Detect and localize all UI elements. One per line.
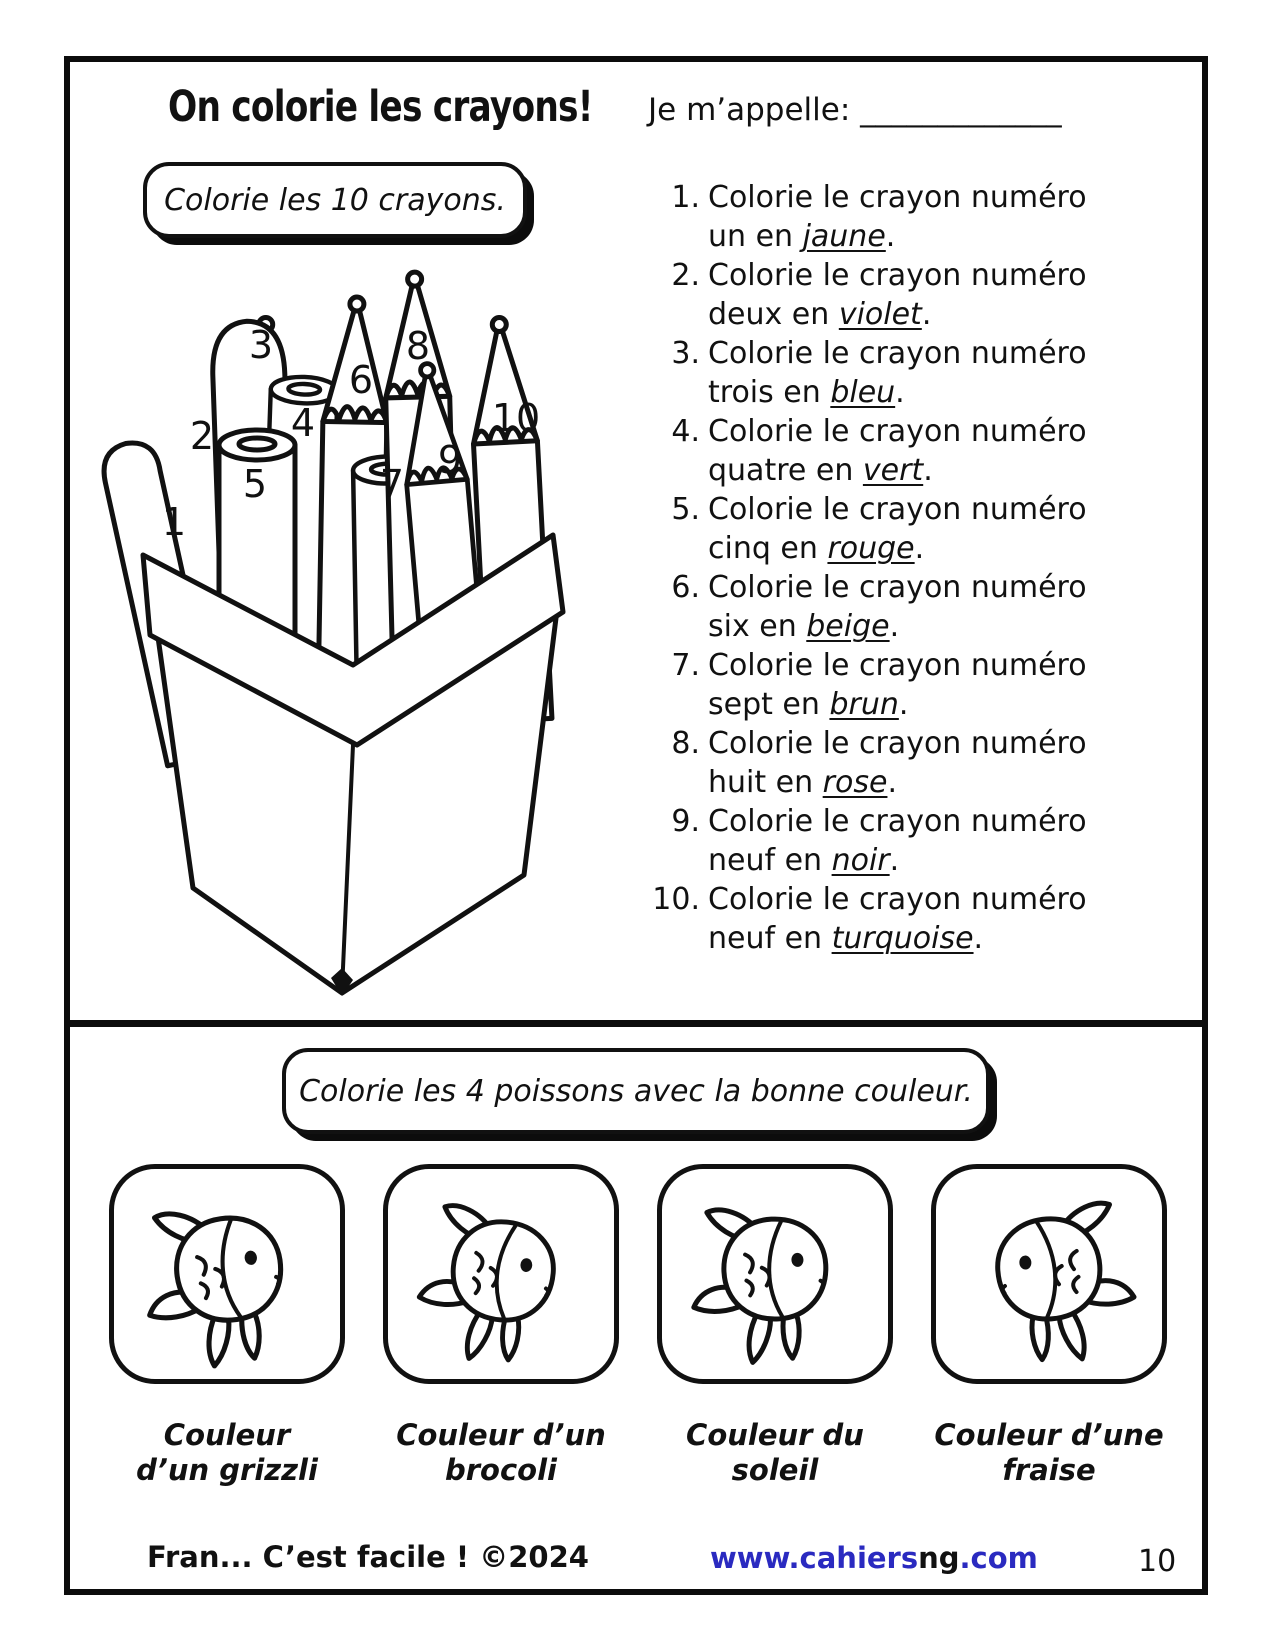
crayon-number-4: 4 (290, 401, 316, 445)
item-number: 3. (671, 336, 700, 371)
color-word: bleu (830, 375, 896, 410)
color-word: jaune (802, 219, 886, 254)
item-text: Colorie le crayon numéro cinq en rouge. (708, 492, 1087, 566)
fish-instruction-box (282, 1048, 990, 1134)
item-number: 9. (671, 804, 700, 839)
fish-card-fraise[interactable] (931, 1164, 1167, 1384)
name-label: Je m’appelle: (648, 92, 851, 128)
crayon-number-1: 1 (161, 500, 187, 544)
fish-caption-fraise: Couleur d’une fraise (934, 1418, 1164, 1487)
color-word: rose (822, 765, 888, 800)
fish-caption-brocoli: Couleur d’un brocoli (396, 1418, 606, 1487)
footer-credit: Fran... C’est facile ! ©2024 (147, 1540, 589, 1574)
item-text: Colorie le crayon numéro deux en violet. (708, 258, 1087, 332)
item-number: 6. (671, 570, 700, 605)
fish-card-soleil[interactable] (657, 1164, 893, 1384)
worksheet-border (64, 56, 1208, 1595)
color-word: violet (838, 297, 922, 332)
color-word: beige (806, 609, 890, 644)
item-text: Colorie le crayon numéro neuf en noir. (708, 804, 1087, 878)
list-item (652, 412, 1204, 490)
color-word: vert (862, 453, 924, 488)
list-item (652, 178, 1204, 256)
item-number: 2. (671, 258, 700, 293)
crayon-pot-svg (95, 240, 575, 1020)
item-number: 8. (671, 726, 700, 761)
color-word: noir (831, 843, 890, 878)
color-word: turquoise (831, 921, 974, 956)
list-item (652, 568, 1204, 646)
fish-card-grizzli[interactable] (109, 1164, 345, 1384)
list-item (652, 334, 1204, 412)
fish-card-brocoli[interactable] (383, 1164, 619, 1384)
fish-icon (388, 1169, 614, 1379)
footer-website-link[interactable]: www.cahiersng.com (710, 1541, 1038, 1575)
list-item (652, 724, 1204, 802)
item-text: Colorie le crayon numéro six en beige. (708, 570, 1087, 644)
item-text: Colorie le crayon numéro neuf en turquoise. (708, 882, 1087, 956)
fish-icon (662, 1169, 888, 1379)
crayon-number-7: 7 (379, 462, 405, 506)
item-text: Colorie le crayon numéro trois en bleu. (708, 336, 1087, 410)
list-item (652, 256, 1204, 334)
item-text: Colorie le crayon numéro huit en rose. (708, 726, 1087, 800)
fish-icon (114, 1169, 340, 1379)
list-item (652, 490, 1204, 568)
crayon-number-6: 6 (348, 358, 374, 402)
crayon-number-2: 2 (189, 414, 215, 458)
item-text: Colorie le crayon numéro sept en brun. (708, 648, 1087, 722)
color-instruction-list (652, 178, 1204, 958)
name-row (648, 92, 1062, 128)
list-item (652, 646, 1204, 724)
name-input-line[interactable]: _____________ (860, 92, 1062, 128)
item-number: 4. (671, 414, 700, 449)
crayon-number-5: 5 (242, 462, 268, 506)
item-text: Colorie le crayon numéro un en jaune. (708, 180, 1087, 254)
item-number: 1. (671, 180, 700, 215)
list-item (652, 802, 1204, 880)
list-item (652, 880, 1204, 958)
crayon-number-10: 10 (491, 396, 541, 440)
color-word: brun (829, 687, 899, 722)
item-number: 5. (671, 492, 700, 527)
section-divider (64, 1020, 1208, 1027)
fish-caption-grizzli: Couleur d’un grizzli (136, 1418, 318, 1487)
item-number: 7. (671, 648, 700, 683)
page-number: 10 (1138, 1544, 1177, 1579)
page-title: On colorie les crayons! (168, 82, 593, 132)
crayon-number-9: 9 (437, 438, 463, 482)
crayon-number-8: 8 (405, 324, 431, 368)
fish-instruction-text: Colorie les 4 poissons avec la bonne couleur. (299, 1073, 973, 1109)
fish-icon (936, 1169, 1162, 1379)
fish-caption-soleil: Couleur du soleil (686, 1418, 864, 1487)
color-word: rouge (827, 531, 915, 566)
crayons-instruction-box (143, 162, 527, 238)
item-number: 10. (652, 882, 700, 917)
item-text: Colorie le crayon numéro quatre en vert. (708, 414, 1087, 488)
crayon-number-3: 3 (248, 323, 274, 367)
crayons-instruction-text: Colorie les 10 crayons. (164, 182, 506, 218)
crayon-pot-illustration (95, 240, 575, 1020)
